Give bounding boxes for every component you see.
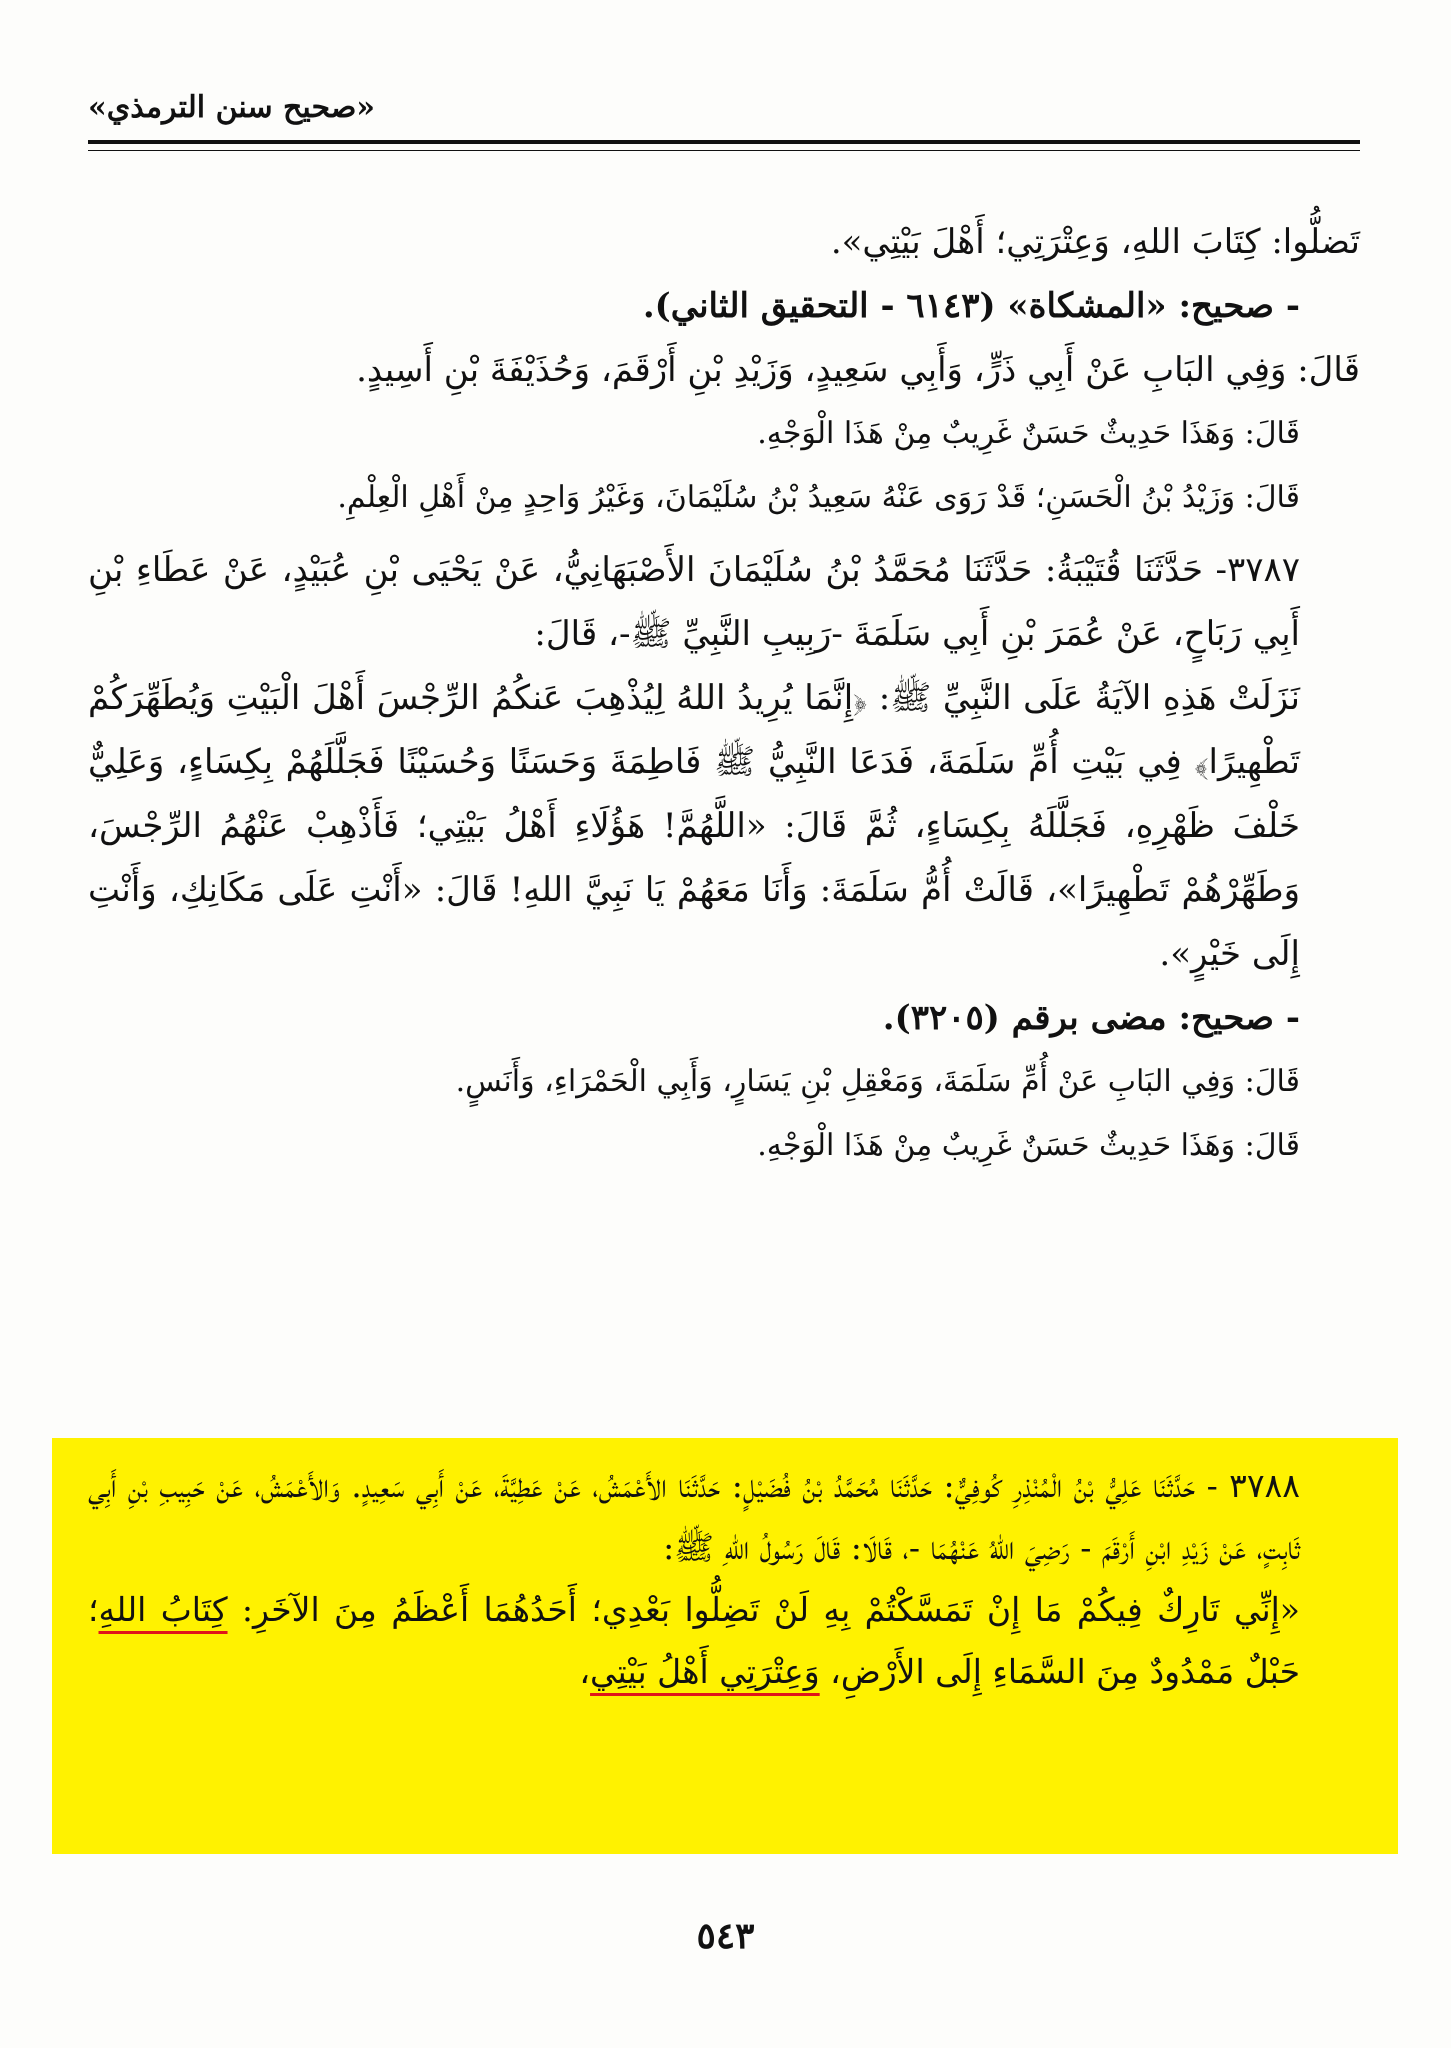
grading-note: - صحيح: مضى برقم (٣٢٠٥). [882,998,1300,1038]
text-segment: ؛ حَبْلٌ مَمْدُودٌ مِنَ السَّمَاءِ إِلَى الأَرْضِ، [88,1590,1300,1691]
hadith-isnad: ٣٧٨٧- حَدَّثَنَا قُتَيْبَةُ: حَدَّثَنَا مُحَمَّدُ بْنُ سُلَيْمَانَ الأَصْبَهَانِيُّ، عَنْ يَحْيَى بْنِ عُبَيْدٍ، عَنْ عَطَاءِ بْنِ أَبِي رَبَاحٍ، عَنْ عُمَرَ بْنِ أَبِي سَلَمَةَ -رَبِيبِ النَّبِيِّ ﷺ-، قَالَ: [88,550,1300,654]
text-segment: «إِنِّي تَارِكٌ فِيكُمْ مَا إِنْ تَمَسَّكْتُمْ بِهِ لَنْ تَضِلُّوا بَعْدِي؛ أَحَدُهُمَا أَعْظَمُ مِنَ الآخَرِ: [227,1590,1300,1629]
punctuation: ، [579,1652,591,1691]
main-text [88,210,1360,1178]
paragraph-comment: قَالَ: وَهَذَا حَدِيثٌ حَسَنٌ غَرِيبٌ مِنْ هَذَا الْوَجْهِ. [757,416,1300,451]
paragraph-chapter-note: قَالَ: وَفِي البَابِ عَنْ أَبِي ذَرٍّ، وَأَبِي سَعِيدٍ، وَزَيْدِ بْنِ أَرْقَمَ، وَحُذَيْفَةَ بْنِ أَسِيدٍ. [356,350,1360,390]
highlighted-hadith [88,1455,1360,1703]
running-header [88,88,1358,128]
paragraph-comment: قَالَ: وَزَيْدُ بْنُ الْحَسَنِ؛ قَدْ رَوَى عَنْهُ سَعِيدُ بْنُ سُلَيْمَانَ، وَغَيْرُ وَاحِدٍ مِنْ أَهْلِ الْعِلْمِ. [337,480,1300,515]
hadith-matn: نَزَلَتْ هَذِهِ الآيَةُ عَلَى النَّبِيِّ ﷺ: ﴿إِنَّمَا يُرِيدُ اللهُ لِيُذْهِبَ عَنكُمُ الرِّجْسَ أَهْلَ الْبَيْتِ وَيُطَهِّرَكُمْ تَطْهِيرًا﴾ فِي بَيْتِ أُمِّ سَلَمَةَ، فَدَعَا النَّبِيُّ ﷺ فَاطِمَةَ وَحَسَنًا وَحُسَيْنًا فَجَلَّلَهُمْ بِكِسَاءٍ، وَعَلِيٌّ خَلْفَ ظَهْرِهِ، فَجَلَّلَهُ بِكِسَاءٍ، ثُمَّ قَالَ: «اللَّهُمَّ! هَؤُلَاءِ أَهْلُ بَيْتِي؛ فَأَذْهِبْ عَنْهُمُ الرِّجْسَ، وَطَهِّرْهُمْ تَطْهِيرًا»، قَالَتْ أُمُّ سَلَمَةَ: وَأَنَا مَعَهُمْ يَا نَبِيَّ اللهِ! قَالَ: «أَنْتِ عَلَى مَكَانِكِ، وَأَنْتِ إِلَى خَيْرٍ». [88,678,1300,974]
hadith-isnad: ٣٧٨٨ - حَدَّثَنَا عَلِيُّ بْنُ الْمُنْذِرِ كُوفِيٌّ: حَدَّثَنَا مُحَمَّدُ بْنُ فُضَيْلٍ: حَدَّثَنَا الأَعْمَشُ، عَنْ عَطِيَّةَ، عَنْ أَبِي سَعِيدٍ. وَالأَعْمَشُ، عَنْ حَبِيبِ بْنِ أَبِي ثَابِتٍ، عَنْ زَيْدِ ابْنِ أَرْقَمَ - رَضِيَ اللهُ عَنْهُمَا -، قَالَا: قَالَ رَسُولُ اللهِ ﷺ: [88,1466,1300,1567]
hadith-matn [88,1579,1360,1703]
header-rule-thin [88,150,1360,151]
header-rule-thick [88,140,1360,144]
header-title: «صحيح سنن الترمذي» [88,90,376,125]
underlined-phrase: كِتَابُ اللهِ [98,1590,228,1629]
paragraph-chapter-note: قَالَ: وَفِي البَابِ عَنْ أُمِّ سَلَمَةَ، وَمَعْقِلِ بْنِ يَسَارٍ، وَأَبِي الْحَمْرَاءِ، وَأَنَسٍ. [455,1064,1300,1099]
grading-note: - صحيح: «المشكاة» (٦١٤٣ - التحقيق الثاني). [642,286,1300,326]
page-number: ٥٤٣ [696,1915,755,1957]
underlined-phrase: وَعِتْرَتِي أَهْلُ بَيْتِي [590,1652,820,1691]
paragraph-continuation: تَضلُّوا: كِتَابَ اللهِ، وَعِتْرَتِي؛ أَهْلَ بَيْتِي». [830,222,1360,262]
paragraph-comment: قَالَ: وَهَذَا حَدِيثٌ حَسَنٌ غَرِيبٌ مِنْ هَذَا الْوَجْهِ. [757,1128,1300,1163]
spacer [88,530,1360,538]
